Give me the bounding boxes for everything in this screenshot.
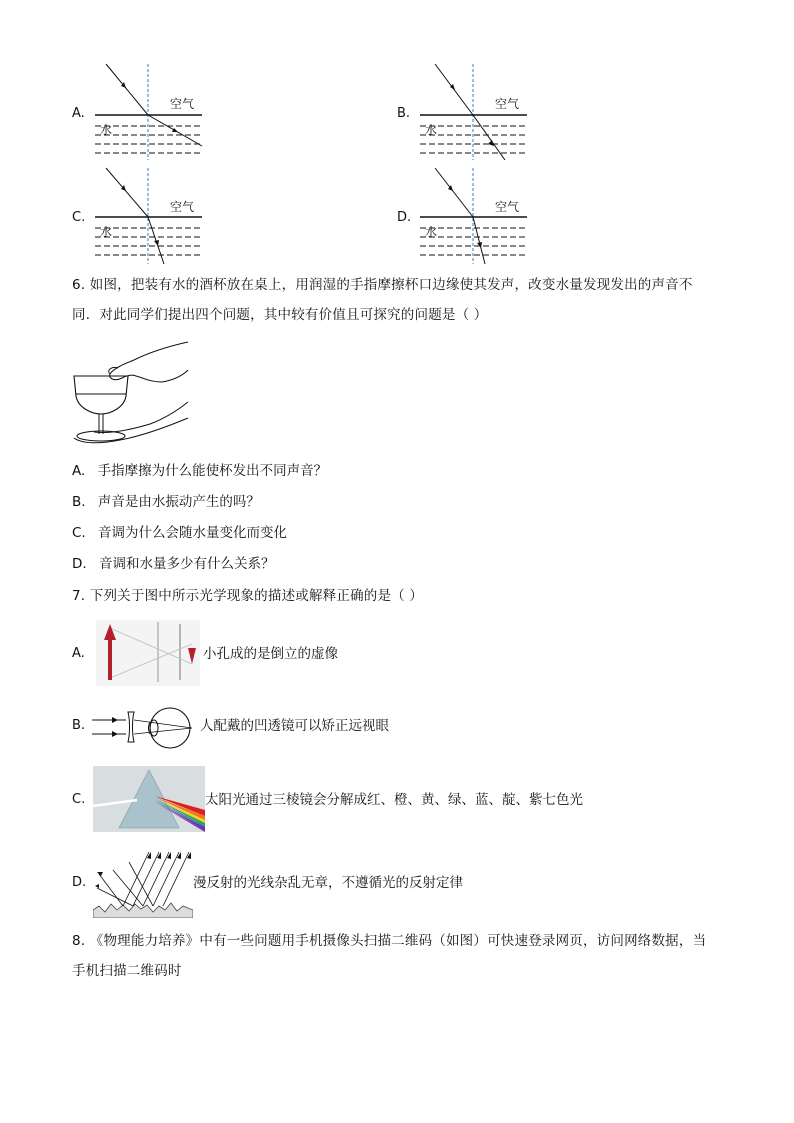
option-b-label: B. [397,106,411,121]
q7-option-a-text: 小孔成的是倒立的虚像 [203,646,338,662]
q6-option-a-letter: A. [72,463,86,479]
question-7-stem: 7. 下列关于图中所示光学现象的描述或解释正确的是（ ） [72,588,424,604]
q6-option-c-text: 音调为什么会随水量变化而变化 [98,525,288,541]
question-6-line-2: 同．对此同学们提出四个问题，其中较有价值且可探究的问题是（ ） [72,307,488,323]
q6-option-a-text: 手指摩擦为什么能使杯发出不同声音？ [97,463,328,479]
refraction-diagram-a [90,60,220,160]
question-6-line-1: 6. 如图，把装有水的酒杯放在桌上，用润湿的手指摩擦杯口边缘使其发声，改变水量发现发出的声音不 [72,277,693,293]
diffuse-reflection-figure [93,848,193,918]
air-label-d: 空气 [495,200,520,214]
water-label-b: 水 [425,123,438,137]
wine-glass-hand-figure [70,338,195,446]
question-8-line-1: 8. 《物理能力培养》中有一些问题用手机摄像头扫描二维码（如图）可快速登录网页，访问网络数据，当 [72,933,707,949]
prism-dispersion-figure [93,766,205,832]
q7-option-b-text: 人配戴的凹透镜可以矫正远视眼 [200,718,389,734]
q6-option-d-letter: D. [72,556,87,572]
question-6-options [72,462,327,586]
option-c-label: C. [72,210,86,225]
q6-option-c[interactable] [72,524,327,555]
pinhole-camera-figure [96,620,200,686]
water-label-d: 水 [425,225,438,239]
q7-option-d-text: 漫反射的光线杂乱无章，不遵循光的反射定律 [193,875,463,891]
q6-option-a[interactable] [72,462,327,493]
q6-option-c-letter: C. [72,525,86,541]
refraction-diagram-c [90,164,220,264]
option-a-label: A. [72,106,85,121]
question-6-stem [72,270,752,330]
water-label-c: 水 [100,225,113,239]
question-8-stem [72,926,762,986]
q6-option-b-text: 声音是由水振动产生的吗？ [97,494,260,510]
option-d-label: D. [397,210,412,225]
question-8-line-2: 手机扫描二维码时 [72,963,182,979]
air-label-a: 空气 [170,97,195,111]
q7-option-c-letter: C. [72,792,86,807]
q7-option-a-letter: A. [72,646,85,661]
q7-option-c-text: 太阳光通过三棱镜会分解成红、橙、黄、绿、蓝、靛、紫七色光 [205,792,583,808]
refraction-diagram-b [415,60,545,160]
q6-option-d-text: 音调和水量多少有什么关系？ [98,556,275,572]
q7-option-b-letter: B. [72,718,86,733]
q6-option-b[interactable] [72,493,327,524]
concave-lens-eye-figure [92,706,200,750]
q6-option-b-letter: B. [72,494,86,510]
q7-option-d-letter: D. [72,875,87,890]
refraction-diagram-d [415,164,545,264]
air-label-c: 空气 [170,200,195,214]
water-label-a: 水 [100,123,113,137]
air-label-b: 空气 [495,97,520,111]
